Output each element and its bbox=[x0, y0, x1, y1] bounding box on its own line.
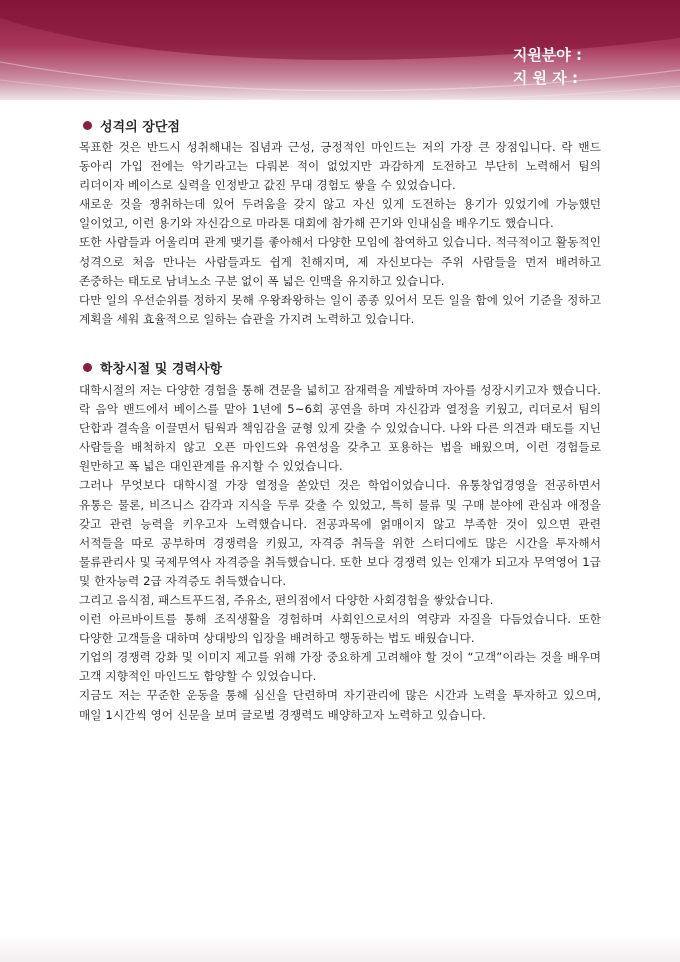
section-title: 성격의 장단점 bbox=[100, 119, 180, 135]
bullet-dot-icon bbox=[83, 121, 92, 130]
footer-decoration bbox=[0, 934, 680, 962]
bullet-dot-icon bbox=[83, 363, 92, 372]
header-banner bbox=[0, 0, 680, 100]
paragraph: 대학시절의 저는 다양한 경험을 통해 견문을 넓히고 잠재력을 계발하며 자아를 성장시키고자 했습니다. 락 음악 밴드에서 베이스를 맡아 1년에 5~6회 공연을 하며 자신감과 열정을 키웠고, 리더로서 팀의 단합과 결속을 이끌면서 팀웍과 책임감을 균형 있게 갖출 수 있었습니다. 나와 다른 의견과 태도를 지닌 사람들을 배척하지 않고 오픈 마인드와 유연성을 갖추고 포용하는 법을 배웠으며, 이런 경험들로 원만하고 폭 넓은 대인관계를 유지할 수 있었습니다. bbox=[79, 382, 601, 474]
document-body bbox=[79, 114, 601, 725]
section-school-career bbox=[79, 357, 601, 725]
paragraph: 새로운 것을 쟁취하는데 있어 두려움을 갖지 않고 자신 있게 도전하는 용기가 있었기에 가능했던 일이었고, 이런 용기와 자신감으로 마라톤 대회에 참가해 끈기와 인내심을 배우기도 했습니다. bbox=[79, 197, 601, 231]
field-application-area: 지원분야 : bbox=[512, 46, 582, 64]
paragraph: 또한 사람들과 어울리며 관계 맺기를 좋아해서 다양한 모임에 참여하고 있습니다. 적극적이고 활동적인 성격으로 처음 만나는 사람들과도 쉽게 친해지며, 제 자신보다는 주위 사람들을 먼저 배려하고 존중하는 태도로 남녀노소 구분 없이 폭 넓은 인맥을 유지하고 있습니다. bbox=[79, 235, 601, 288]
applicant-info bbox=[513, 44, 582, 90]
field-applicant-name: 지 원 자 : bbox=[512, 69, 578, 87]
paragraph: 그리고 음식점, 패스트푸드점, 주유소, 편의점에서 다양한 사회경험을 쌓았습니다. bbox=[79, 592, 494, 607]
paragraph: 다만 일의 우선순위를 정하지 못해 우왕좌왕하는 일이 종종 있어서 모든 일을 함에 있어 기준을 정하고 계획을 세워 효율적으로 일하는 습관을 가지려 노력하고 있습니다. bbox=[79, 292, 601, 326]
section-heading bbox=[79, 357, 601, 379]
section-personality bbox=[79, 114, 601, 329]
paragraph: 기업의 경쟁력 강화 및 이미지 제고를 위해 가장 중요하게 고려해야 할 것이 “고객”이라는 것을 배우며 고객 지향적인 마인드도 함양할 수 있었습니다. bbox=[79, 650, 601, 684]
paragraph: 지금도 저는 꾸준한 운동을 통해 심신을 단련하며 자기관리에 많은 시간과 노력을 투자하고 있으며, 매일 1시간씩 영어 신문을 보며 글로벌 경쟁력도 배양하고자 노력하고 있습니다. bbox=[79, 688, 601, 722]
section-heading bbox=[79, 114, 601, 136]
paragraph: 그러나 무엇보다 대학시절 가장 열정을 쏟았던 것은 학업이었습니다. 유통창업경영을 전공하면서 유통은 물론, 비즈니스 감각과 지식을 두루 갖출 수 있었고, 특히 물류 및 구매 분야에 관심과 애정을 갖고 관련 능력을 키우고자 노력했습니다. 전공과목에 얽매이지 않고 부족한 것이 있으면 관련 서적들을 따로 공부하며 경쟁력을 키웠고, 자격증 취득을 위한 스터디에도 많은 시간을 투자해서 물류관리사 및 국제무역사 자격증을 취득했습니다. 또한 보다 경쟁력 있는 인재가 되고자 무역영어 1급 및 한자능력 2급 자격증도 취득했습니다. bbox=[79, 478, 601, 588]
paragraph: 이런 아르바이트를 통해 조직생활을 경험하며 사회인으로서의 역량과 자질을 다듬었습니다. 또한 다양한 고객들을 대하며 상대방의 입장을 배려하고 행동하는 법도 배웠습니다. bbox=[79, 612, 601, 646]
section-title: 학창시절 및 경력사항 bbox=[100, 362, 223, 378]
paragraph: 목표한 것은 반드시 성취해내는 집념과 근성, 긍정적인 마인드는 저의 가장 큰 장점입니다. 락 밴드 동아리 가입 전에는 악기라고는 다뤄본 적이 없었지만 과감하게 도전하고 부단히 노력해서 팀의 리더이자 베이스로 실력을 인정받고 값진 무대 경험도 쌓을 수 있었습니다. bbox=[79, 140, 601, 193]
